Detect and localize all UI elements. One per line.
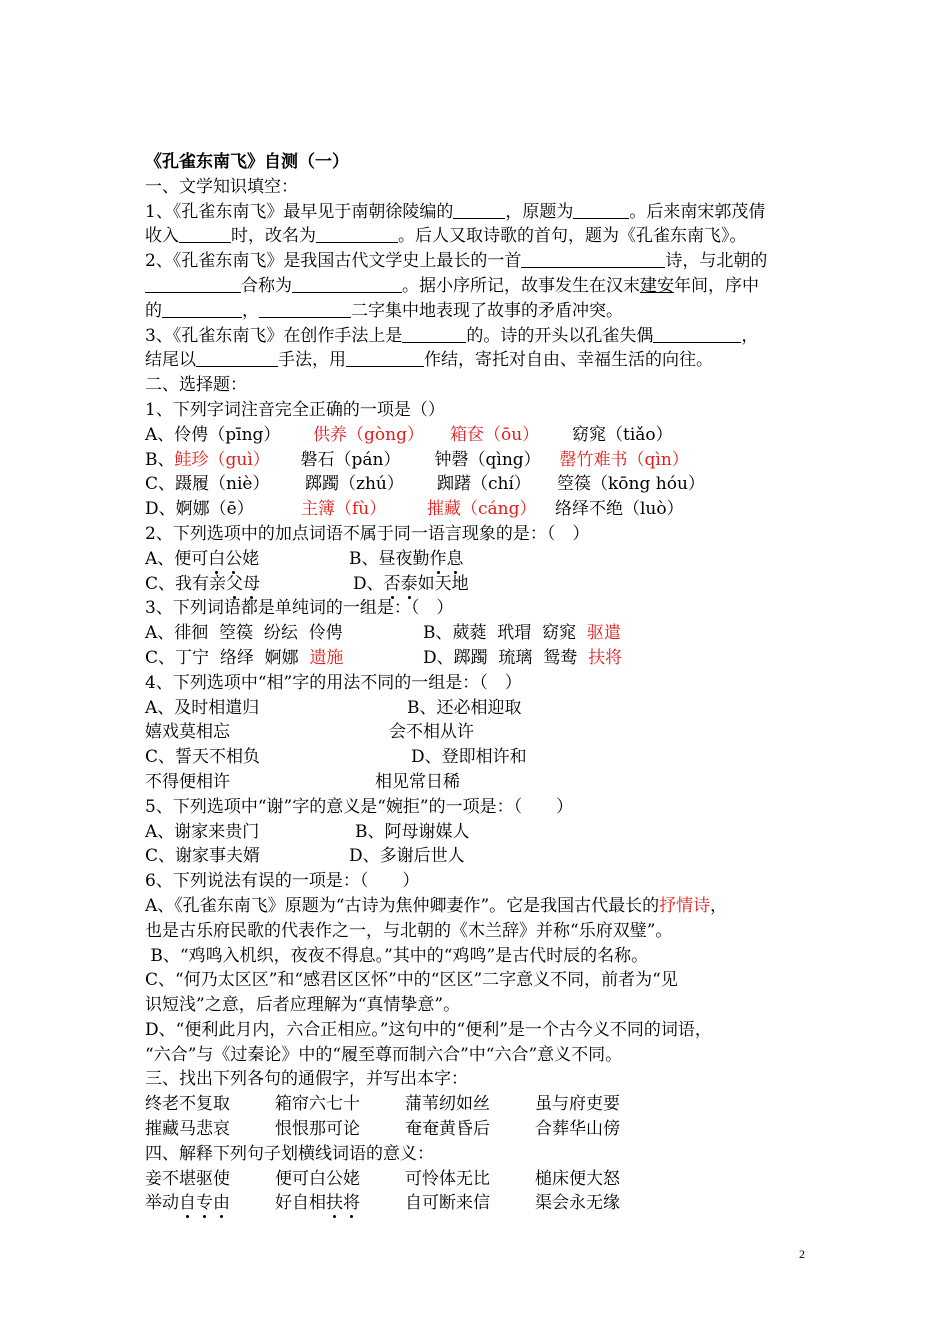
s2-q4-row3 [145, 745, 813, 770]
emphasis-dot-char: 自 [179, 1193, 196, 1214]
text: ， [741, 325, 759, 346]
sentence: 举动自专由 [145, 1193, 230, 1214]
sentence: 渠会永无缘 [535, 1193, 620, 1214]
text: 诗，与北朝的 [665, 251, 768, 272]
text: 收入 [145, 226, 179, 247]
answer-blank[interactable] [521, 250, 665, 268]
s2-q2-option-c[interactable]: C、我有亲父母 [145, 573, 261, 594]
s2-q2-options-cd [145, 572, 813, 597]
s2-q1-option-a[interactable] [145, 423, 813, 448]
text: 相见常日稀 [375, 771, 460, 792]
text: 。后来南宋郭茂倩 [629, 201, 766, 222]
sentence: 摧藏马悲哀 [145, 1119, 230, 1140]
answer-blank[interactable] [316, 225, 398, 243]
text: 磐石（pán） [300, 449, 401, 470]
s2-q2-option-a[interactable]: A、便可白公姥 [145, 548, 260, 569]
answer-blank[interactable] [346, 349, 424, 367]
s2-q6-option-b[interactable]: B、“鸡鸣入机织，夜夜不得息。”其中的“鸡鸣”是古代时辰的名称。 [145, 945, 649, 966]
s2-q4-row4 [145, 770, 813, 795]
s2-q5-options-ab [145, 820, 813, 845]
sentence: 恨恨那可论 [275, 1119, 360, 1140]
emphasis-dot-char: 否 [383, 573, 401, 594]
s1-q3-line1 [145, 324, 813, 349]
text: 时，改名为 [231, 226, 316, 247]
s2-q5: 5、下列选项中“谢”字的意义是“婉拒”的一项是：（ ） [145, 796, 574, 817]
emphasis-dot-char: 父 [226, 573, 244, 594]
red-text: 主簿（fù） [301, 499, 387, 520]
emphasis-dot-char: 公 [225, 548, 243, 569]
emphasis-dot-char: 扶 [326, 1193, 343, 1214]
s2-q3-option-c[interactable] [145, 646, 423, 671]
red-text: 供养（gòng） [313, 424, 424, 445]
red-text: 罄竹难书（qìn） [559, 449, 689, 470]
emphasis-dot-char: 专 [196, 1193, 213, 1214]
page-number: 2 [799, 1247, 805, 1261]
s2-q5-option-d[interactable]: D、多谢后世人 [349, 846, 465, 867]
text: B、葳蕤 玳瑁 窈窕 [423, 623, 587, 644]
text: 作结，寄托对自由、幸福生活的向往。 [424, 350, 713, 371]
red-text: 摧藏（cáng） [427, 499, 537, 520]
s3-row-2 [145, 1117, 813, 1142]
answer-blank[interactable] [179, 225, 231, 243]
text: A、《孔雀东南飞》原题为“古诗为焦仲卿妻作”。它是我国古代最长的 [145, 895, 660, 916]
s2-q2-option-d[interactable]: D、否泰如天地 [353, 573, 469, 594]
emphasis-dot-char: 母 [243, 573, 261, 594]
s2-q2-option-b[interactable]: B、昼夜勤作息 [349, 548, 464, 569]
s2-q4-option-c[interactable]: C、誓天不相负 [145, 747, 261, 768]
text: 会不相从许 [389, 722, 474, 743]
text: 2、《孔雀东南飞》是我国古代文学史上最长的一首 [145, 251, 522, 272]
answer-blank[interactable] [573, 201, 629, 219]
text: A、伶俜（pīng） [145, 424, 281, 445]
emphasis-dot-char: 息 [446, 548, 464, 569]
sentence: 槌床便大怒 [535, 1168, 620, 1189]
answer-blank[interactable] [259, 300, 351, 318]
s2-q5-option-c[interactable]: C、谢家事夫婿 [145, 846, 261, 867]
s2-q6: 6、下列说法有误的一项是：（ ） [145, 871, 420, 892]
section-1-heading: 一、文学知识填空： [145, 176, 298, 197]
text: ，原题为 [505, 201, 574, 222]
s4-row-1 [145, 1167, 813, 1192]
s2-q6-option-c-line1[interactable]: C、“何乃太区区”和“感君区区怀”中的“区区”二字意义不同，前者为“见 [145, 970, 678, 991]
text: 二字集中地表现了故事的矛盾冲突。 [351, 300, 623, 321]
text: 。后人又取诗歌的首句，题为《孔雀东南飞》。 [398, 226, 747, 247]
s1-q1-line2 [145, 224, 813, 249]
answer-blank[interactable] [292, 275, 402, 293]
sentence: 自可断来信 [405, 1193, 490, 1214]
answer-blank[interactable] [145, 275, 241, 293]
text: 合称为 [241, 275, 292, 296]
s2-q1-option-b[interactable] [145, 448, 813, 473]
s2-q5-options-cd [145, 844, 813, 869]
s2-q4: 4、下列选项中“相”字的用法不同的一组是：（ ） [145, 672, 522, 693]
text: 年间，序中 [674, 275, 759, 296]
s1-q2-line3 [145, 299, 813, 324]
text: C、蹑履（niè） [145, 474, 270, 495]
s1-q1-line1 [145, 200, 813, 225]
red-text: 驱遣 [586, 623, 621, 644]
s1-q2-line2 [145, 274, 813, 299]
s2-q3-option-d[interactable] [423, 648, 622, 668]
s2-q3: 3、下列词语都是单纯词的一组是：（ ） [145, 598, 454, 619]
s2-q4-row2 [145, 720, 813, 745]
underlined-text: 建安 [640, 275, 674, 296]
s2-q1-option-d[interactable] [145, 497, 813, 522]
text: 3、《孔雀东南飞》在创作手法上是 [145, 325, 403, 346]
answer-blank[interactable] [162, 300, 242, 318]
answer-blank[interactable] [653, 325, 741, 343]
section-4-heading: 四、解释下列句子划横线词语的意义： [145, 1143, 434, 1164]
text: 不得便相许 [145, 771, 230, 792]
text: ， [710, 895, 728, 916]
s2-q3-options-cd [145, 646, 813, 671]
s2-q1-option-c[interactable] [145, 472, 813, 497]
text: D、踯躅 琉璃 鸳鸯 [423, 647, 589, 668]
text: 结尾以 [145, 350, 196, 371]
answer-blank[interactable] [402, 325, 466, 343]
s2-q6-option-a-line2: 也是古乐府民歌的代表作之一，与北朝的《木兰辞》并称“乐府双璧”。 [145, 920, 673, 941]
s2-q3-option-b[interactable] [423, 623, 621, 643]
sentence: 妾不堪驱使 [145, 1168, 230, 1189]
answer-blank[interactable] [196, 349, 278, 367]
emphasis-dot-char: 将 [343, 1193, 360, 1214]
text: 络绎不绝（luò） [555, 499, 684, 520]
section-3-heading: 三、找出下列各句的通假字，并写出本字： [145, 1069, 468, 1090]
sentence: 箱帘六七十 [275, 1094, 360, 1115]
s2-q6-option-a-line1[interactable] [145, 894, 813, 919]
sentence: 蒲苇纫如丝 [405, 1094, 490, 1115]
text: 窈窕（tiǎo） [572, 424, 673, 445]
text: 手法，用 [278, 350, 346, 371]
sentence: 虽与府吏要 [535, 1094, 620, 1115]
s4-row-2 [145, 1191, 813, 1216]
sentence: 奄奄黄昏后 [405, 1119, 490, 1140]
red-text: 鲑珍（guì） [174, 449, 270, 470]
s2-q5-option-a[interactable]: A、谢家来贵门 [145, 821, 260, 842]
emphasis-dot-char: 泰 [400, 573, 418, 594]
s2-q2-options-ab [145, 547, 813, 572]
s2-q4-option-b[interactable]: B、还必相迎取 [407, 697, 522, 718]
s2-q4-row1 [145, 696, 813, 721]
text: 。据小序所记，故事发生在汉末 [402, 275, 640, 296]
s2-q4-option-a[interactable]: A、及时相遣归 [145, 697, 260, 718]
text: 踯躅（zhú） [305, 474, 404, 495]
text: 的 [145, 300, 162, 321]
text: D、婀娜（ē） [145, 499, 254, 520]
s3-row-1 [145, 1092, 813, 1117]
s2-q4-option-d[interactable]: D、登即相许和 [411, 747, 527, 768]
red-text: 扶将 [588, 647, 623, 668]
sentence: 好自相扶将 [275, 1193, 360, 1214]
text: 钟磬（qìng） [434, 449, 541, 470]
s2-q6-option-d-line2: “六合”与《过秦论》中的“履至尊而制六合”中“六合”意义不同。 [145, 1044, 623, 1065]
s2-q3-options-ab [145, 621, 813, 646]
emphasis-dot-char: 作 [429, 548, 447, 569]
text: ， [242, 300, 259, 321]
sentence: 合葬华山傍 [535, 1119, 620, 1140]
sentence: 可怜体无比 [405, 1168, 490, 1189]
text: 箜篌（kōng hóu） [557, 474, 705, 495]
section-2-heading: 二、选择题： [145, 375, 247, 396]
text: 1、《孔雀东南飞》最早见于南朝徐陵编的 [145, 201, 454, 222]
s2-q3-option-a[interactable]: A、徘徊 箜篌 纷纭 伶俜 [145, 623, 343, 644]
s2-q6-option-c-line2: 识短浅”之意，后者应理解为“真情挚意”。 [145, 995, 461, 1016]
worksheet [145, 150, 813, 1216]
text: C、丁宁 络绎 婀娜 [145, 647, 310, 668]
red-text: 遗施 [309, 647, 344, 668]
text: 踟躇（chí） [437, 474, 531, 495]
worksheet-title: 《孔雀东南飞》自测（一） [145, 152, 349, 172]
s2-q1: 1、下列字词注音完全正确的一项是（） [145, 399, 445, 420]
emphasis-dot-char: 白 [208, 548, 226, 569]
emphasis-dot-char: 由 [213, 1193, 230, 1214]
answer-blank[interactable] [453, 201, 505, 219]
red-text: 抒情诗 [659, 895, 711, 916]
s1-q3-line2 [145, 348, 813, 373]
s2-q6-option-d-line1[interactable]: D、“便利此月内，六合正相应。”这句中的“便利”是一个古今义不同的词语， [145, 1019, 712, 1040]
sentence: 终老不复取 [145, 1094, 230, 1115]
text: 嬉戏莫相忘 [145, 722, 230, 743]
sentence: 便可白公姥 [275, 1168, 360, 1189]
text: B、 [145, 449, 175, 470]
s2-q5-option-b[interactable]: B、阿母谢媒人 [355, 821, 470, 842]
text: 的。诗的开头以孔雀失偶 [466, 325, 654, 346]
s2-q2: 2、下列选项中的加点词语不属于同一语言现象的是：（ ） [145, 523, 590, 544]
s1-q2-line1 [145, 249, 813, 274]
red-text: 箱奁（ōu） [450, 424, 540, 445]
